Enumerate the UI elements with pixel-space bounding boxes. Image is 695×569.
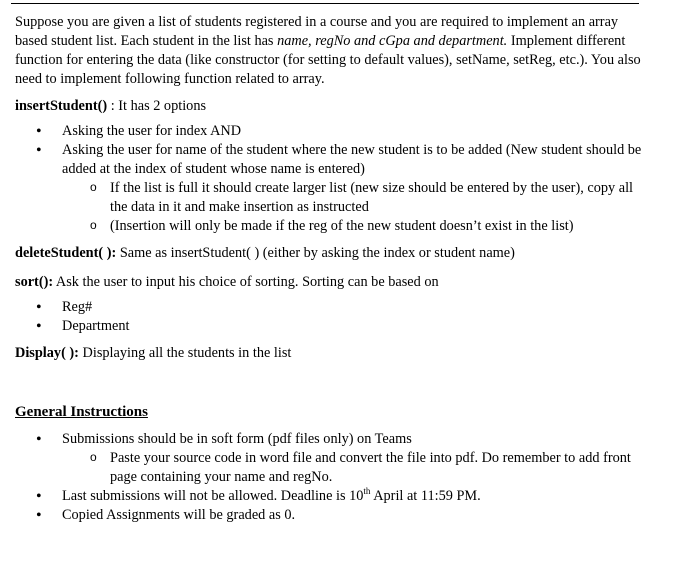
list-item: • Department bbox=[15, 317, 643, 336]
general-instructions-list bbox=[15, 430, 643, 525]
list-item: • Submissions should be in soft form (pdf files only) on Teams o Paste your source code in word file and convert the file into pdf. Do remember to add front page containing your name and regNo. bbox=[15, 430, 643, 487]
list-item: • Reg# bbox=[15, 298, 643, 317]
insert-subpoints-list bbox=[62, 179, 643, 236]
insert-student-name: insertStudent() bbox=[15, 98, 108, 114]
list-item: o Paste your source code in word file and convert the file into pdf. Do remember to add front page containing your name and regNo. bbox=[62, 449, 643, 487]
general-subpoints-list bbox=[62, 449, 643, 487]
insert-student-line: insertStudent() : It has 2 options bbox=[15, 98, 207, 114]
list-item: • Asking the user for index AND bbox=[15, 122, 643, 141]
list-item: • Last submissions will not be allowed. Deadline is 10th April at 11:59 PM. bbox=[15, 487, 643, 506]
sort-options-list bbox=[15, 298, 643, 336]
list-item: o (Insertion will only be made if the reg of the new student doesn’t exist in the list) bbox=[62, 217, 643, 236]
sort-name: sort(): bbox=[15, 274, 54, 290]
general-instructions-heading: General Instructions bbox=[15, 404, 148, 420]
top-rule bbox=[11, 3, 639, 4]
insert-options-list bbox=[15, 122, 643, 236]
delete-student-name: deleteStudent( ): bbox=[15, 245, 117, 261]
sort-line: sort(): Ask the user to input his choice of sorting. Sorting can be based on bbox=[15, 274, 439, 290]
intro-paragraph: Suppose you are given a list of students registered in a course and you are required to implement an array based student list. Each student in the list has name, regNo and cGpa and department. Implement different function for entering the data (like constructor (for setting to default values), setName, setReg, etc.). You also need to implement following function related to array. bbox=[15, 14, 641, 87]
display-line: Display( ): Displaying all the students in the list bbox=[15, 345, 292, 361]
student-fields: name, regNo and cGpa and department. bbox=[277, 33, 508, 49]
list-item: • Asking the user for name of the student where the new student is to be added (New student should be added at the index of student whose name is entered) o If the list is full it should create larger list (new size should be entered by the user), copy all the data in it and make insertion as instructed o (Insertion will only be made if the reg of the new student doesn’t exist in the list) bbox=[15, 141, 643, 236]
delete-student-line: deleteStudent( ): Same as insertStudent( ) (either by asking the index or student name) bbox=[15, 245, 515, 261]
display-name: Display( ): bbox=[15, 345, 79, 361]
list-item: o If the list is full it should create larger list (new size should be entered by the user), copy all the data in it and make insertion as instructed bbox=[62, 179, 643, 217]
list-item: • Copied Assignments will be graded as 0. bbox=[15, 506, 643, 525]
document-body bbox=[15, 13, 643, 533]
